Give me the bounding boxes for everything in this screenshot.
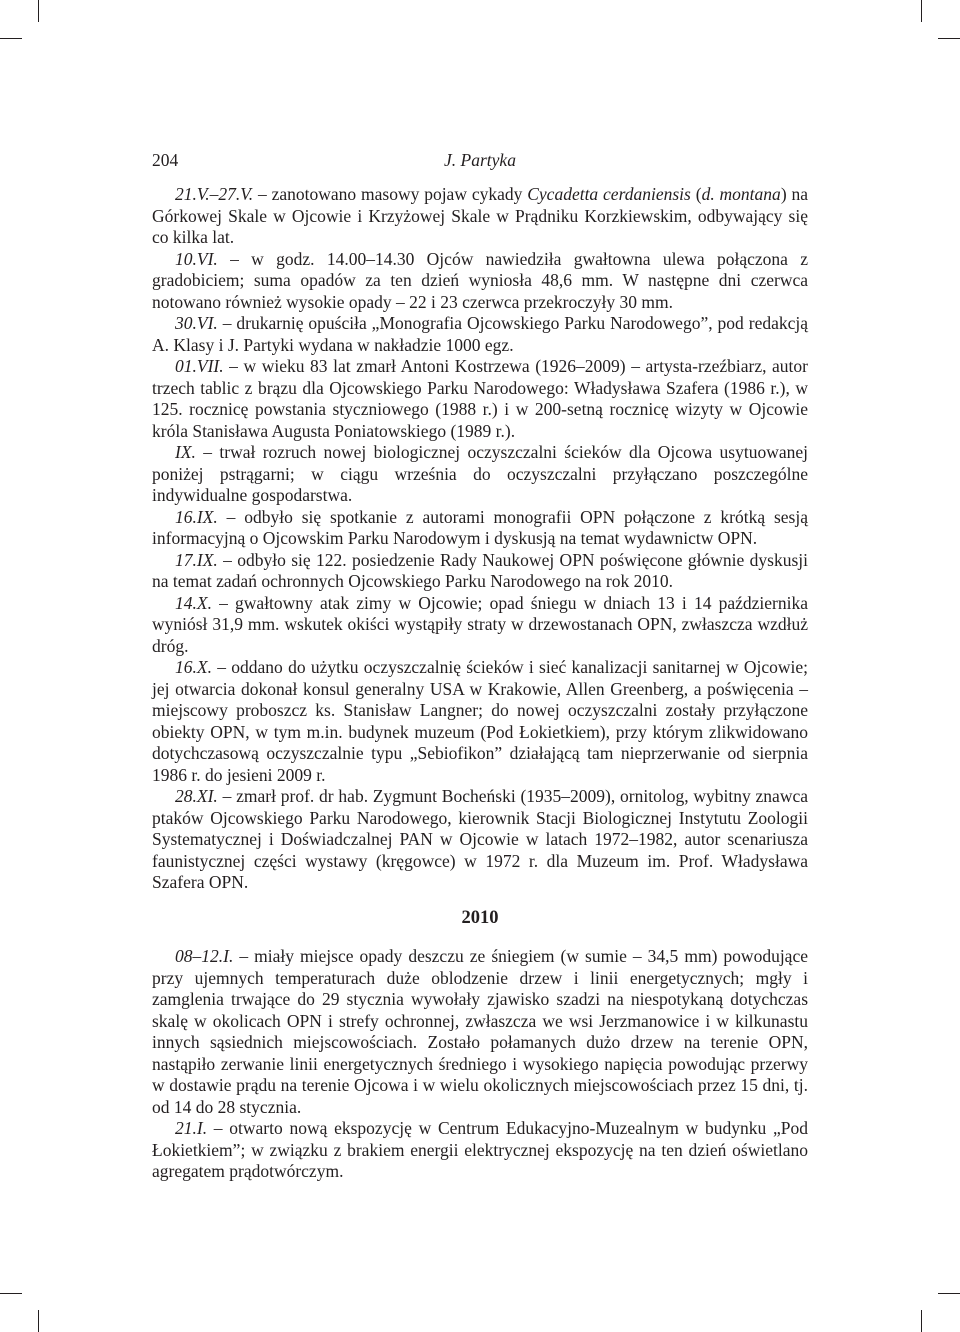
species-synonym: d. montana [701,184,781,204]
entry-text: – zanotowano masowy pojaw cykady [253,184,528,204]
entry-date: 16.X. [175,657,212,677]
running-head: J. Partyka [444,150,516,170]
entry-text: ( [690,184,702,204]
chronicle-entry [152,249,808,314]
entry-text: – otwarto nową ekspozycję w Centrum Edukacyjno-Muzealnym w budynku „Pod Łokietkiem”; w związku z brakiem energii elektrycznej ekspozycję na ten dzień oświetlano agregatem prądotwórczym. [152,1118,808,1181]
entry-date: 08–12.I. [175,946,234,966]
entry-text: – odbyło się spotkanie z autorami monografii OPN połączone z krótką sesją informacyjną o Ojcowskim Parku Narodowym i dyskusją na temat wydawnictw OPN. [152,506,808,548]
species-name: Cycadetta cerdaniensis [527,184,691,204]
chronicle-entry [152,786,808,894]
entry-date: 30.VI. [175,313,218,333]
crop-mark [0,1293,22,1294]
entry-text: – oddano do użytku oczyszczalnię ścieków i sieć kanalizacji sanitarnej w Ojcowie; jej otwarcia dokonał konsul generalny USA w Krakowie, Allen Greenberg, a poświęcenia – miejscowy proboszcz ks. Stanisław Langner; do nowej oczyszczalni zostały przyłączone obiekty OPN, w tym m.in. budynek muzeum (Pod Łokietkiem), przy którym zlikwidowano dotychczasową oczyszczalnie typu „Sebiofikon” działającą tam nieprzerwanie od sierpnia 1986 r. do jesieni 2009 r. [152,657,808,785]
entry-date: 21.V.–27.V. [175,184,254,204]
entry-text: – gwałtowny atak zimy w Ojcowie; opad śniegu w dniach 13 i 14 października wyniósł 31,9 mm. wskutek okiści wystąpiły straty w drzewostanach OPN, zwłaszcza wzdłuż dróg. [152,592,808,656]
entry-date: 14.X. [175,592,212,613]
entry-text: – zmarł prof. dr hab. Zygmunt Bocheński (1935–2009), ornitolog, wybitny znawca ptaków Ojcowskiego Parku Narodowego, kierownik Stacji Biologicznej Instytutu Zoologii Systematycznej i Doświadczalnej PAN w Ojcowie w latach 1972–1982, autor scenariusza faunistycznej części wystawy (kręgowce) w 1972 r. dla Muzeum im. Prof. Władysława Szafera OPN. [152,786,808,892]
page-number: 204 [152,150,179,170]
crop-mark [38,0,39,22]
crop-mark [921,1310,922,1332]
entry-date: IX. [175,442,196,462]
crop-mark [938,38,960,39]
chronicle-body [152,184,808,1183]
year-heading: 2010 [461,907,499,928]
entry-date: 16.IX. [175,506,218,527]
crop-mark [938,1293,960,1294]
crop-mark [38,1310,39,1332]
chronicle-entry [152,313,808,356]
chronicle-entry [152,507,808,550]
chronicle-entry [152,946,808,1118]
chronicle-entry [152,1118,808,1183]
entry-text: – w wieku 83 lat zmarł Antoni Kostrzewa (1926–2009) – artysta-rzeźbiarz, autor trzech tablic z brązu dla Ojcowskiego Parku Narodowego: Władysława Szafera (1986 r.), w 125. rocznicę powstania styczniowego (1988 r.) i w 200-setną rocznicę wizyty w Ojcowie króla Stanisława Augusta Poniatowskiego (1989 r.). [152,356,808,441]
crop-mark [921,0,922,22]
entry-date: 10.VI. [175,248,218,269]
entry-date: 28.XI. [175,786,218,806]
crop-mark [0,38,22,39]
chronicle-entry [152,550,808,593]
entry-text: ) na Górkowej Skale w Ojcowie i Krzyżowej Skale w Prądniku Korzkiewskim, odbywający się co kilka lat. [152,184,809,247]
entry-text: – miały miejsce opady deszczu ze śniegiem (w sumie – 34,5 mm) powodujące przy ujemnych temperaturach duże oblodzenie drzew i linii energetycznych; mgły i zamglenia trwające do 29 stycznia wywołały zjawisko szadzi na niespotykaną dotychczas skalę w okolicach OPN i strefy ochronnej, zwłaszcza we wsi Jerzmanowice i w kilkunastu innych sąsiednich miejscowościach. Zostało połamanych dużo drzew na terenie OPN, nastąpiło zerwanie linii energetycznych średniego i wysokiego napięcia powodując przerwy w dostawie prądu na terenie Ojcowa i w wielu okolicznych miejscowościach przez 15 dni, tj. od 14 do 28 stycznia. [152,946,808,1117]
chronicle-entry [152,184,808,249]
entry-text: – odbyło się 122. posiedzenie Rady Naukowej OPN poświęcone głównie dyskusji na temat zadań ochronnych Ojcowskiego Parku Narodowego na rok 2010. [152,549,808,591]
entry-date: 17.IX. [175,549,218,570]
entry-text: – drukarnię opuściła „Monografia Ojcowskiego Parku Narodowego”, pod redakcją A. Klasy i J. Partyki wydana w nakładzie 1000 egz. [152,313,808,355]
chronicle-entry [152,356,808,442]
entry-text: – trwał rozruch nowej biologicznej oczyszczalni ścieków dla Ojcowa usytuowanej poniżej pstrągarni; w ciągu września do oczyszczalni przyłączano poszczególne indywidualne gospodarstwa. [152,442,808,505]
chronicle-entry [152,442,808,507]
chronicle-entry [152,593,808,658]
entry-date: 21.I. [175,1118,208,1138]
entry-text: – w godz. 14.00–14.30 Ojców nawiedziła gwałtowna ulewa połączona z gradobiciem; suma opadów za ten dzień wyniosła 48,6 mm. W następne dni czerwca notowano również wysokie opady – 22 i 23 czerwca przekroczyły 30 mm. [152,248,808,312]
chronicle-entry [152,657,808,786]
entry-date: 01.VII. [175,356,224,376]
page-header [152,150,808,176]
